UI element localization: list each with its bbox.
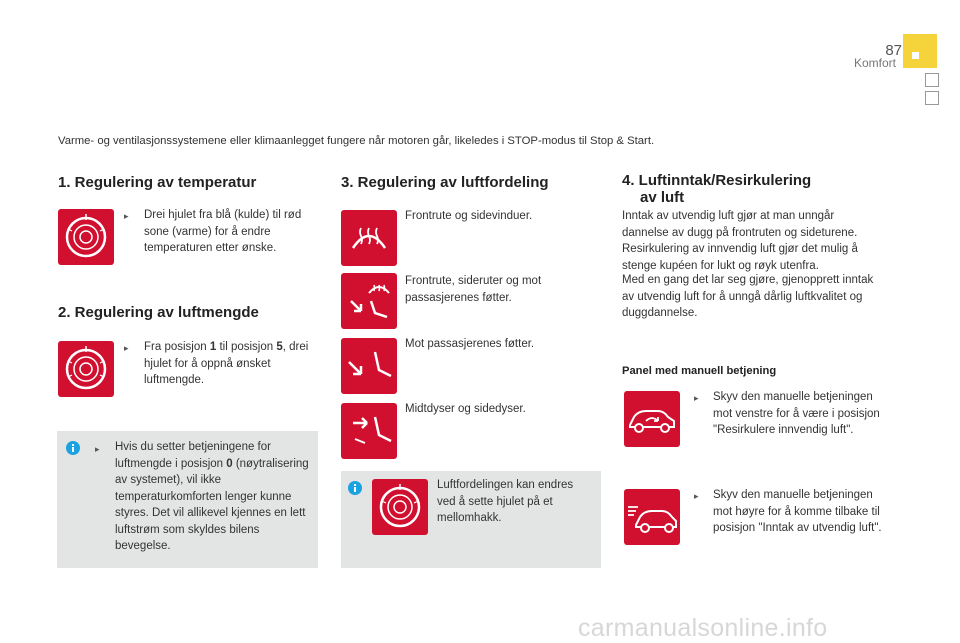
- distribution-item-text: Frontrute og sidevinduer.: [405, 210, 533, 222]
- info-icon: [66, 441, 80, 455]
- recirculation-icon: [624, 391, 680, 447]
- windshield-feet-icon: [341, 273, 397, 329]
- bullet-icon: ▸: [124, 211, 129, 221]
- distribution-dial-icon: [372, 479, 428, 535]
- airflow-dial-icon: [58, 341, 114, 397]
- intro-text: Varme- og ventilasjonssystemene eller klimaanlegget fungere når motoren går, likeledes i STOP-modus til Stop & Start.: [58, 135, 655, 147]
- info-1-text: Hvis du setter betjeningene for luftmengde i posisjon 0 (nøytralisering av systemet), vil ikke temperaturkomforten lenger kunne styres. Det vil allikevel kjennes en lett luftstrøm som skyldes bilens bevegelse.: [115, 441, 309, 552]
- section-1-title: 1. Regulering av temperatur: [58, 174, 257, 191]
- section-4-title: 4. Luftinntak/Resirkulering: [622, 172, 812, 189]
- section-4-para-1: Inntak av utvendig luft gjør at man unngår dannelse av dugg på frontruten og sideturene. Resirkulering av innvendig luft gjør det mulig å stenge kupéen for lukt og røyk utenfra.: [622, 210, 858, 272]
- windshield-defrost-icon: [341, 210, 397, 266]
- section-2-title: 2. Regulering av luftmengde: [58, 304, 259, 321]
- section-2-text: Fra posisjon 1 til posisjon 5, drei hjulet for å oppnå ønsket luftmengde.: [144, 341, 309, 386]
- page-number: 87: [885, 42, 902, 59]
- chapter-tab[interactable]: [925, 73, 939, 87]
- info-2-text: Luftfordelingen kan endres ved å sette hjulet på et mellomhakk.: [437, 479, 574, 524]
- section-1-text: Drei hjulet fra blå (kulde) til rød sone (varme) for å endre temperaturen etter ønske.: [144, 209, 302, 254]
- section-4-para-2: Med en gang det lar seg gjøre, gjenopprett inntak av utvendig luft for å unngå dårlig luftkvalitet og duggdannelse.: [622, 274, 874, 319]
- watermark: carmanualsonline.info: [578, 614, 828, 642]
- section-4-title-line2: av luft: [640, 189, 685, 206]
- distribution-item-text: Frontrute, sideruter og mot passasjerenes føtter.: [405, 275, 542, 304]
- distribution-item-text: Midtdyser og sidedyser.: [405, 403, 526, 415]
- feet-airflow-icon: [341, 338, 397, 394]
- section-3-title: 3. Regulering av luftfordeling: [341, 174, 549, 191]
- recirculation-text: Skyv den manuelle betjeningen mot venstre for å være i posisjon "Resirkulere innvendig luft".: [713, 391, 880, 436]
- chapter-tab[interactable]: [925, 91, 939, 105]
- face-vents-icon: [341, 403, 397, 459]
- bullet-icon: ▸: [694, 491, 699, 501]
- temperature-dial-icon: [58, 209, 114, 265]
- outside-air-icon: [624, 489, 680, 545]
- bullet-icon: ▸: [95, 444, 100, 454]
- chapter-tab-active[interactable]: [903, 34, 937, 68]
- tab-marker-icon: [912, 52, 919, 59]
- bullet-icon: ▸: [694, 393, 699, 403]
- chapter-title: Komfort: [853, 56, 896, 70]
- panel-subheading: Panel med manuell betjening: [622, 365, 777, 377]
- outside-air-text: Skyv den manuelle betjeningen mot høyre for å komme tilbake til posisjon "Inntak av utvendig luft".: [713, 489, 882, 534]
- bullet-icon: ▸: [124, 343, 129, 353]
- distribution-item-text: Mot passasjerenes føtter.: [405, 338, 535, 350]
- info-icon: [348, 481, 362, 495]
